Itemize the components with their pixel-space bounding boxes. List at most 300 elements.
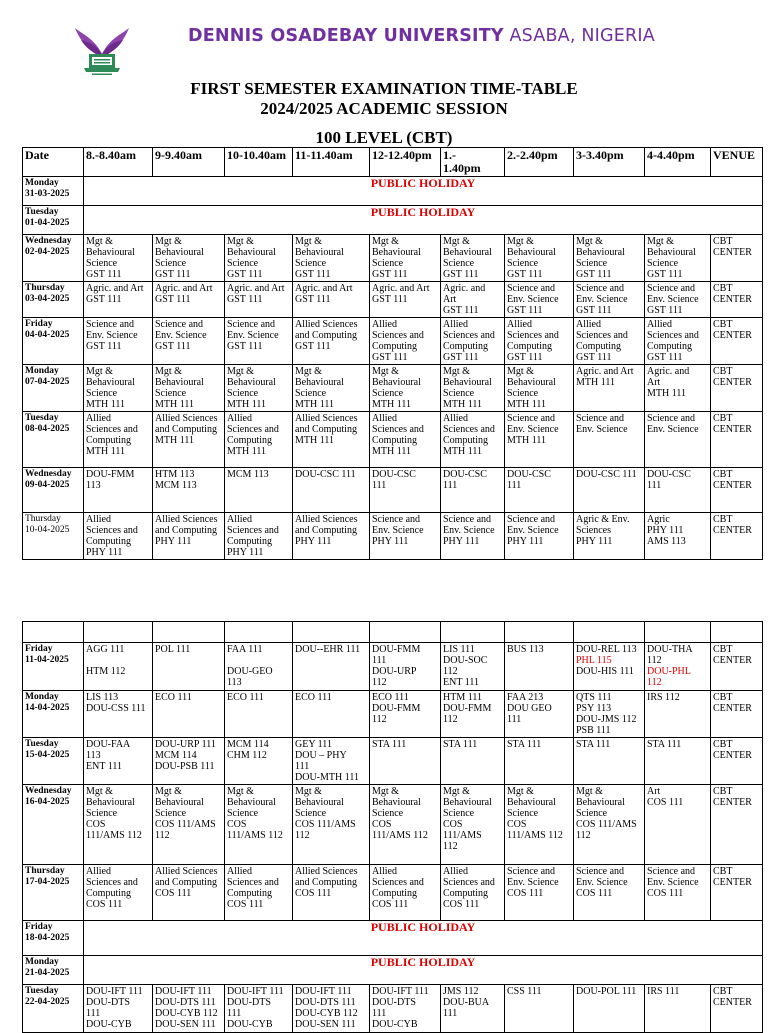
exam-cell bbox=[293, 985, 370, 1033]
exam-cell-text: Science and Env. Science GST 111 bbox=[647, 283, 699, 316]
venue-cell bbox=[711, 643, 763, 691]
exam-cell-text: Mgt & Behavioural Science COS 111/AMS 112 bbox=[507, 786, 563, 841]
table-row bbox=[23, 365, 763, 412]
exam-cell-text: Mgt & Behavioural Science GST 111 bbox=[227, 236, 276, 280]
date-cell: Wednesday 09-04-2025 bbox=[23, 468, 84, 513]
exam-cell-text: IRS 112 bbox=[647, 692, 680, 703]
exam-cell-text: LIS 111 DOU-SOC 112 ENT 111 bbox=[443, 644, 488, 688]
session-title: 2024/2025 ACADEMIC SESSION bbox=[260, 99, 508, 118]
exam-cell-text: CBT CENTER bbox=[713, 514, 752, 536]
exam-cell bbox=[441, 412, 505, 468]
exam-cell bbox=[153, 468, 225, 513]
table-row bbox=[23, 206, 763, 235]
exam-cell-text: Agric & Env. Sciences PHY 111 bbox=[576, 514, 630, 547]
table-row bbox=[23, 318, 763, 365]
table-row bbox=[23, 865, 763, 921]
exam-cell bbox=[225, 691, 293, 738]
exam-cell bbox=[505, 282, 574, 318]
exam-cell-text: CBT CENTER bbox=[713, 366, 752, 388]
exam-cell bbox=[574, 985, 645, 1033]
exam-cell bbox=[574, 691, 645, 738]
exam-cell bbox=[645, 691, 711, 738]
exam-cell-text: STA 111 bbox=[443, 739, 478, 750]
exam-cell-text: Mgt & Behavioural Science COS 111/AMS 112 bbox=[576, 786, 637, 841]
exam-cell bbox=[153, 282, 225, 318]
exam-cell bbox=[293, 513, 370, 560]
table-row bbox=[23, 738, 763, 785]
exam-cell bbox=[574, 365, 645, 412]
date-cell: Friday 11-04-2025 bbox=[23, 643, 84, 691]
exam-cell bbox=[645, 985, 711, 1033]
exam-cell bbox=[293, 865, 370, 921]
exam-cell-text: Mgt & Behavioural Science GST 111 bbox=[295, 236, 344, 280]
exam-cell-text: Allied Sciences and Computing COS 111 bbox=[295, 866, 358, 899]
exam-cell bbox=[574, 643, 645, 691]
exam-cell-text: Mgt & Behavioural Science MTH 111 bbox=[227, 366, 276, 410]
exam-cell bbox=[645, 643, 711, 691]
exam-cell bbox=[84, 985, 153, 1033]
public-holiday-cell: PUBLIC HOLIDAY bbox=[84, 921, 763, 956]
exam-cell bbox=[441, 513, 505, 560]
exam-cell-text: FAA 111 DOU-GEO 113 bbox=[227, 644, 273, 688]
exam-cell bbox=[574, 513, 645, 560]
venue-cell bbox=[711, 318, 763, 365]
exam-cell bbox=[225, 365, 293, 412]
timetable-part-1 bbox=[22, 147, 763, 560]
exam-cell bbox=[645, 468, 711, 513]
timetable-part-2 bbox=[22, 621, 763, 1033]
date-cell: Tuesday 08-04-2025 bbox=[23, 412, 84, 468]
exam-cell bbox=[84, 235, 153, 282]
exam-cell bbox=[574, 468, 645, 513]
exam-cell bbox=[505, 412, 574, 468]
exam-cell bbox=[505, 513, 574, 560]
exam-cell-highlight-text: PHL 115 bbox=[576, 655, 612, 666]
exam-cell-text: CBT CENTER bbox=[713, 739, 752, 761]
column-header: 2.-2.40pm bbox=[505, 148, 574, 177]
exam-cell-text: Science and Env. Science GST 111 bbox=[155, 319, 207, 352]
exam-cell bbox=[293, 785, 370, 865]
exam-cell bbox=[441, 318, 505, 365]
date-cell: Friday 04-04-2025 bbox=[23, 318, 84, 365]
table-row bbox=[23, 282, 763, 318]
exam-cell-text: Mgt & Behavioural Science GST 111 bbox=[443, 236, 492, 280]
exam-cell-text: Science and Env. Science COS 111 bbox=[647, 866, 699, 899]
exam-cell bbox=[370, 235, 441, 282]
exam-cell bbox=[153, 235, 225, 282]
exam-cell-text: Mgt & Behavioural Science GST 111 bbox=[86, 236, 135, 280]
exam-cell-text: Agric. and Art MTH 111 bbox=[576, 366, 634, 388]
exam-cell bbox=[505, 785, 574, 865]
exam-cell-text: DOU-THA 112 bbox=[647, 644, 693, 666]
table-row bbox=[23, 235, 763, 282]
exam-cell bbox=[84, 785, 153, 865]
exam-cell bbox=[370, 785, 441, 865]
date-cell: Wednesday 02-04-2025 bbox=[23, 235, 84, 282]
exam-cell bbox=[370, 738, 441, 785]
exam-cell bbox=[645, 282, 711, 318]
exam-cell-text: ECO 111 bbox=[295, 692, 332, 703]
exam-cell-text: MCM 113 bbox=[227, 469, 269, 480]
exam-cell-text: Allied Sciences and Computing COS 111 bbox=[227, 866, 279, 910]
venue-cell bbox=[711, 282, 763, 318]
exam-cell-text: Allied Sciences and Computing PHY 111 bbox=[155, 514, 218, 547]
exam-cell bbox=[153, 738, 225, 785]
exam-cell-text: Science and Env. Science PHY 111 bbox=[372, 514, 424, 547]
exam-cell-text: IRS 111 bbox=[647, 986, 680, 997]
header-row bbox=[23, 148, 763, 177]
exam-cell bbox=[441, 468, 505, 513]
exam-cell-text: Art COS 111 bbox=[647, 786, 684, 808]
column-header: 8.-8.40am bbox=[84, 148, 153, 177]
exam-cell-text: LIS 113 DOU-CSS 111 bbox=[86, 692, 146, 714]
venue-cell bbox=[711, 738, 763, 785]
exam-cell-text: Science and Env. Science GST 111 bbox=[227, 319, 279, 352]
exam-cell bbox=[293, 691, 370, 738]
exam-cell bbox=[84, 691, 153, 738]
exam-cell bbox=[153, 985, 225, 1033]
exam-cell bbox=[225, 985, 293, 1033]
table-row bbox=[23, 921, 763, 956]
exam-cell-text: Allied Sciences and Computing COS 111 bbox=[443, 866, 495, 910]
exam-cell-text: DOU-IFT 111 DOU-DTS 111 DOU-CYB bbox=[86, 986, 143, 1030]
exam-cell-text: Allied Sciences and Computing GST 111 bbox=[507, 319, 559, 363]
exam-cell-text: HTM 113 MCM 113 bbox=[155, 469, 197, 491]
exam-cell-text: Allied Sciences and Computing GST 111 bbox=[295, 319, 358, 352]
exam-cell-text: Allied Sciences and Computing GST 111 bbox=[576, 319, 628, 363]
date-cell: Friday 18-04-2025 bbox=[23, 921, 84, 956]
exam-cell-text: Allied Sciences and Computing COS 111 bbox=[155, 866, 218, 899]
exam-cell-text: Science and Env. Science bbox=[647, 413, 699, 435]
exam-cell bbox=[225, 468, 293, 513]
exam-cell-text: MCM 114 CHM 112 bbox=[227, 739, 269, 761]
exam-cell bbox=[84, 865, 153, 921]
exam-cell-text: DOU-IFT 111 DOU-DTS 111 DOU-CYB 112 DOU-SEN 111 bbox=[295, 986, 358, 1030]
exam-cell bbox=[645, 738, 711, 785]
exam-cell bbox=[84, 282, 153, 318]
exam-cell bbox=[574, 412, 645, 468]
exam-cell-text: Mgt & Behavioural Science GST 111 bbox=[507, 236, 556, 280]
exam-cell bbox=[441, 282, 505, 318]
exam-cell bbox=[84, 513, 153, 560]
exam-cell-text: Science and Env. Science GST 111 bbox=[576, 283, 628, 316]
exam-cell-text: Allied Sciences and Computing MTH 111 bbox=[295, 413, 358, 446]
exam-cell-text: Allied Sciences and Computing PHY 111 bbox=[86, 514, 138, 558]
exam-cell-text: STA 111 bbox=[372, 739, 407, 750]
exam-cell-text: DOU-URP 111 MCM 114 DOU-PSB 111 bbox=[155, 739, 216, 772]
exam-cell bbox=[293, 365, 370, 412]
table-row bbox=[23, 785, 763, 865]
exam-cell bbox=[574, 282, 645, 318]
exam-cell bbox=[370, 985, 441, 1033]
exam-cell-text: Mgt & Behavioural Science MTH 111 bbox=[295, 366, 344, 410]
exam-cell-text: DOU-CSC 111 bbox=[507, 469, 551, 491]
column-header: 9-9.40am bbox=[153, 148, 225, 177]
exam-cell bbox=[645, 785, 711, 865]
column-header: 4-4.40pm bbox=[645, 148, 711, 177]
exam-cell-text: Mgt & Behavioural Science GST 111 bbox=[647, 236, 696, 280]
exam-cell-text: ECO 111 bbox=[227, 692, 264, 703]
exam-cell-text: CBT CENTER bbox=[713, 236, 752, 258]
exam-cell-text: DOU-CSC 111 bbox=[443, 469, 487, 491]
exam-cell-text: Mgt & Behavioural Science MTH 111 bbox=[443, 366, 492, 410]
exam-cell bbox=[225, 865, 293, 921]
column-header: VENUE bbox=[711, 148, 763, 177]
exam-cell-text: DOU-CSC 111 bbox=[647, 469, 691, 491]
exam-cell-text: Agric. and Art GST 111 bbox=[227, 283, 285, 305]
exam-cell bbox=[505, 691, 574, 738]
exam-cell bbox=[293, 318, 370, 365]
exam-cell-text: Mgt & Behavioural Science GST 111 bbox=[576, 236, 625, 280]
exam-cell bbox=[574, 235, 645, 282]
exam-cell bbox=[574, 318, 645, 365]
exam-cell-text: Mgt & Behavioural Science GST 111 bbox=[372, 236, 421, 280]
exam-cell-text: CBT CENTER bbox=[713, 866, 752, 888]
exam-cell bbox=[441, 985, 505, 1033]
empty-cell bbox=[574, 622, 645, 643]
exam-cell-text: Agric. and Art MTH 111 bbox=[647, 366, 690, 399]
exam-cell bbox=[225, 318, 293, 365]
exam-cell-text: Science and Env. Science GST 111 bbox=[507, 283, 559, 316]
exam-cell bbox=[441, 738, 505, 785]
column-header: 12-12.40pm bbox=[370, 148, 441, 177]
exam-cell-text: Agric PHY 111 AMS 113 bbox=[647, 514, 686, 547]
exam-cell-text: HTM 111 DOU-FMM 112 bbox=[443, 692, 492, 725]
level-title: 100 LEVEL (CBT) bbox=[315, 128, 453, 147]
exam-cell bbox=[574, 785, 645, 865]
exam-cell bbox=[153, 643, 225, 691]
exam-cell-text: DOU-CSC 111 bbox=[295, 469, 356, 480]
exam-cell-text: Mgt & Behavioural Science COS 111/AMS 112 bbox=[372, 786, 428, 841]
column-header: Date bbox=[23, 148, 84, 177]
university-name bbox=[188, 26, 655, 46]
exam-cell bbox=[225, 785, 293, 865]
exam-cell bbox=[441, 643, 505, 691]
exam-cell-text: Science and Env. Science PHY 111 bbox=[443, 514, 495, 547]
column-header: 3-3.40pm bbox=[574, 148, 645, 177]
exam-cell-text: Mgt & Behavioural Science MTH 111 bbox=[372, 366, 421, 410]
date-cell: Wednesday 16-04-2025 bbox=[23, 785, 84, 865]
empty-cell bbox=[293, 622, 370, 643]
exam-cell-text: DOU-REL 113 bbox=[576, 644, 637, 655]
exam-cell bbox=[153, 412, 225, 468]
empty-cell bbox=[23, 622, 84, 643]
exam-cell-text: STA 111 bbox=[647, 739, 682, 750]
venue-cell bbox=[711, 468, 763, 513]
exam-cell-text: POL 111 bbox=[155, 644, 191, 655]
exam-cell-text: JMS 112 DOU-BUA 111 bbox=[443, 986, 490, 1019]
exam-cell bbox=[84, 318, 153, 365]
exam-cell bbox=[225, 513, 293, 560]
exam-cell-text: Mgt & Behavioural Science MTH 111 bbox=[86, 366, 135, 410]
table-row bbox=[23, 691, 763, 738]
exam-cell-text: Allied Sciences and Computing PHY 111 bbox=[295, 514, 358, 547]
table-row bbox=[23, 622, 763, 643]
table-row bbox=[23, 177, 763, 206]
exam-cell bbox=[370, 513, 441, 560]
exam-cell bbox=[505, 365, 574, 412]
exam-cell bbox=[225, 738, 293, 785]
university-location: ASABA, NIGERIA bbox=[503, 26, 655, 46]
exam-cell-text: CBT CENTER bbox=[713, 786, 752, 808]
venue-cell bbox=[711, 235, 763, 282]
exam-cell-text: Mgt & Behavioural Science COS 111/AMS 112 bbox=[295, 786, 356, 841]
date-cell: Tuesday 01-04-2025 bbox=[23, 206, 84, 235]
exam-cell-text: Allied Sciences and Computing MTH 111 bbox=[227, 413, 279, 457]
exam-cell-text: BUS 113 bbox=[507, 644, 544, 655]
venue-cell bbox=[711, 785, 763, 865]
exam-cell-text: Mgt & Behavioural Science COS 111/AMS 112 bbox=[227, 786, 283, 841]
timetable-title: FIRST SEMESTER EXAMINATION TIME-TABLE bbox=[190, 79, 578, 98]
exam-cell bbox=[645, 865, 711, 921]
exam-cell-text: DOU-FMM 113 bbox=[86, 469, 135, 491]
empty-cell bbox=[225, 622, 293, 643]
exam-cell-text: Agric. and Art GST 111 bbox=[372, 283, 430, 305]
venue-cell bbox=[711, 691, 763, 738]
exam-cell bbox=[153, 691, 225, 738]
exam-cell-text: Mgt & Behavioural Science COS 111/AMS 112 bbox=[155, 786, 216, 841]
empty-cell bbox=[505, 622, 574, 643]
exam-cell bbox=[370, 282, 441, 318]
exam-cell-text: CBT CENTER bbox=[713, 469, 752, 491]
exam-cell-text: Allied Sciences and Computing MTH 111 bbox=[372, 413, 424, 457]
exam-cell bbox=[441, 235, 505, 282]
date-cell: Monday 07-04-2025 bbox=[23, 365, 84, 412]
public-holiday-cell: PUBLIC HOLIDAY bbox=[84, 206, 763, 235]
exam-cell bbox=[441, 865, 505, 921]
exam-cell-text: DOU-CSC 111 bbox=[372, 469, 416, 491]
exam-cell-text: Mgt & Behavioural Science MTH 111 bbox=[155, 366, 204, 410]
exam-cell-text: Agric. and Art GST 111 bbox=[443, 283, 486, 316]
exam-cell bbox=[645, 412, 711, 468]
exam-cell-text: QTS 111 PSY 113 DOU-JMS 112 PSB 111 bbox=[576, 692, 637, 736]
exam-cell bbox=[505, 468, 574, 513]
exam-cell-text: Allied Sciences and Computing MTH 111 bbox=[86, 413, 138, 457]
exam-cell-text: DOU-IFT 111 DOU-DTS 111 DOU-CYB bbox=[372, 986, 429, 1030]
exam-cell bbox=[574, 865, 645, 921]
date-cell: Monday 21-04-2025 bbox=[23, 956, 84, 985]
exam-cell-text: Agric. and Art GST 111 bbox=[155, 283, 213, 305]
exam-cell-text: STA 111 bbox=[507, 739, 542, 750]
exam-cell-text: FAA 213 DOU GEO 111 bbox=[507, 692, 552, 725]
exam-cell bbox=[84, 365, 153, 412]
exam-cell-text: DOU-CSC 111 bbox=[576, 469, 637, 480]
exam-cell-text: Science and Env. Science bbox=[576, 413, 628, 435]
university-logo bbox=[72, 24, 132, 76]
exam-cell-text: Allied Sciences and Computing COS 111 bbox=[86, 866, 138, 910]
table-row bbox=[23, 985, 763, 1033]
exam-cell bbox=[153, 785, 225, 865]
venue-cell bbox=[711, 365, 763, 412]
exam-cell-text: Science and Env. Science COS 111 bbox=[507, 866, 559, 899]
exam-cell-text: Science and Env. Science MTH 111 bbox=[507, 413, 559, 446]
exam-cell-text: ECO 111 bbox=[155, 692, 192, 703]
exam-cell-text: DOU-FMM 111 DOU-URP 112 bbox=[372, 644, 421, 688]
exam-cell bbox=[370, 412, 441, 468]
column-header: 11-11.40am bbox=[293, 148, 370, 177]
public-holiday-cell: PUBLIC HOLIDAY bbox=[84, 956, 763, 985]
exam-cell-text: Mgt & Behavioural Science GST 111 bbox=[155, 236, 204, 280]
exam-cell-text: DOU-POL 111 bbox=[576, 986, 637, 997]
university-name-bold: DENNIS OSADEBAY UNIVERSITY bbox=[188, 26, 504, 46]
exam-cell bbox=[84, 643, 153, 691]
date-cell: Tuesday 15-04-2025 bbox=[23, 738, 84, 785]
exam-cell-text: Mgt & Behavioural Science COS 111/AMS 112 bbox=[86, 786, 142, 841]
exam-cell-text: Allied Sciences and Computing MTH 111 bbox=[443, 413, 495, 457]
exam-cell-text: Allied Sciences and Computing GST 111 bbox=[372, 319, 424, 363]
empty-cell bbox=[711, 622, 763, 643]
exam-cell-text: Mgt & Behavioural Science COS 111/AMS 112 bbox=[443, 786, 492, 852]
exam-cell bbox=[293, 643, 370, 691]
exam-cell-text: STA 111 bbox=[576, 739, 611, 750]
exam-cell bbox=[293, 738, 370, 785]
table-row bbox=[23, 643, 763, 691]
exam-cell bbox=[84, 468, 153, 513]
exam-cell bbox=[225, 643, 293, 691]
venue-cell bbox=[711, 513, 763, 560]
exam-cell bbox=[370, 468, 441, 513]
exam-cell-text: Allied Sciences and Computing MTH 111 bbox=[155, 413, 218, 446]
date-cell: Tuesday 22-04-2025 bbox=[23, 985, 84, 1033]
empty-cell bbox=[645, 622, 711, 643]
exam-cell bbox=[645, 365, 711, 412]
exam-cell bbox=[370, 318, 441, 365]
empty-cell bbox=[153, 622, 225, 643]
exam-cell bbox=[370, 691, 441, 738]
venue-cell bbox=[711, 985, 763, 1033]
exam-cell-text: Science and Env. Science GST 111 bbox=[86, 319, 138, 352]
exam-cell bbox=[505, 235, 574, 282]
column-header: 10-10.40am bbox=[225, 148, 293, 177]
exam-cell bbox=[153, 318, 225, 365]
exam-cell-text: DOU--EHR 111 bbox=[295, 644, 361, 655]
exam-cell-text: DOU-IFT 111 DOU-DTS 111 DOU-CYB bbox=[227, 986, 284, 1030]
empty-cell bbox=[84, 622, 153, 643]
exam-cell-text: CBT CENTER bbox=[713, 644, 752, 666]
exam-cell-text: Agric. and Art GST 111 bbox=[86, 283, 144, 305]
exam-cell bbox=[505, 643, 574, 691]
date-cell: Monday 14-04-2025 bbox=[23, 691, 84, 738]
table-row bbox=[23, 513, 763, 560]
exam-cell-text: GEY 111 DOU – PHY 111 DOU-MTH 111 bbox=[295, 739, 359, 783]
exam-cell-text: Allied Sciences and Computing COS 111 bbox=[372, 866, 424, 910]
exam-cell-text: AGG 111 HTM 112 bbox=[86, 644, 126, 677]
exam-cell bbox=[225, 235, 293, 282]
exam-cell bbox=[225, 282, 293, 318]
empty-cell bbox=[370, 622, 441, 643]
exam-cell-text: CBT CENTER bbox=[713, 283, 752, 305]
exam-cell bbox=[370, 643, 441, 691]
exam-cell-text: CBT CENTER bbox=[713, 692, 752, 714]
exam-cell bbox=[370, 865, 441, 921]
exam-cell-text: Allied Sciences and Computing PHY 111 bbox=[227, 514, 279, 558]
exam-cell-text: Agric. and Art GST 111 bbox=[295, 283, 353, 305]
exam-cell-highlight-text: DOU-PHL 112 bbox=[647, 666, 691, 688]
table-row bbox=[23, 956, 763, 985]
empty-cell bbox=[441, 622, 505, 643]
exam-cell bbox=[225, 412, 293, 468]
exam-cell-text: DOU-FAA 113 ENT 111 bbox=[86, 739, 131, 772]
exam-cell-text: CBT CENTER bbox=[713, 986, 752, 1008]
exam-cell bbox=[505, 318, 574, 365]
exam-cell-extra-text: DOU-HIS 111 bbox=[576, 666, 634, 677]
column-header: 1.- 1.40pm bbox=[441, 148, 505, 177]
venue-cell bbox=[711, 412, 763, 468]
table-row bbox=[23, 468, 763, 513]
exam-cell-text: Science and Env. Science PHY 111 bbox=[507, 514, 559, 547]
exam-cell bbox=[153, 865, 225, 921]
exam-cell bbox=[441, 785, 505, 865]
